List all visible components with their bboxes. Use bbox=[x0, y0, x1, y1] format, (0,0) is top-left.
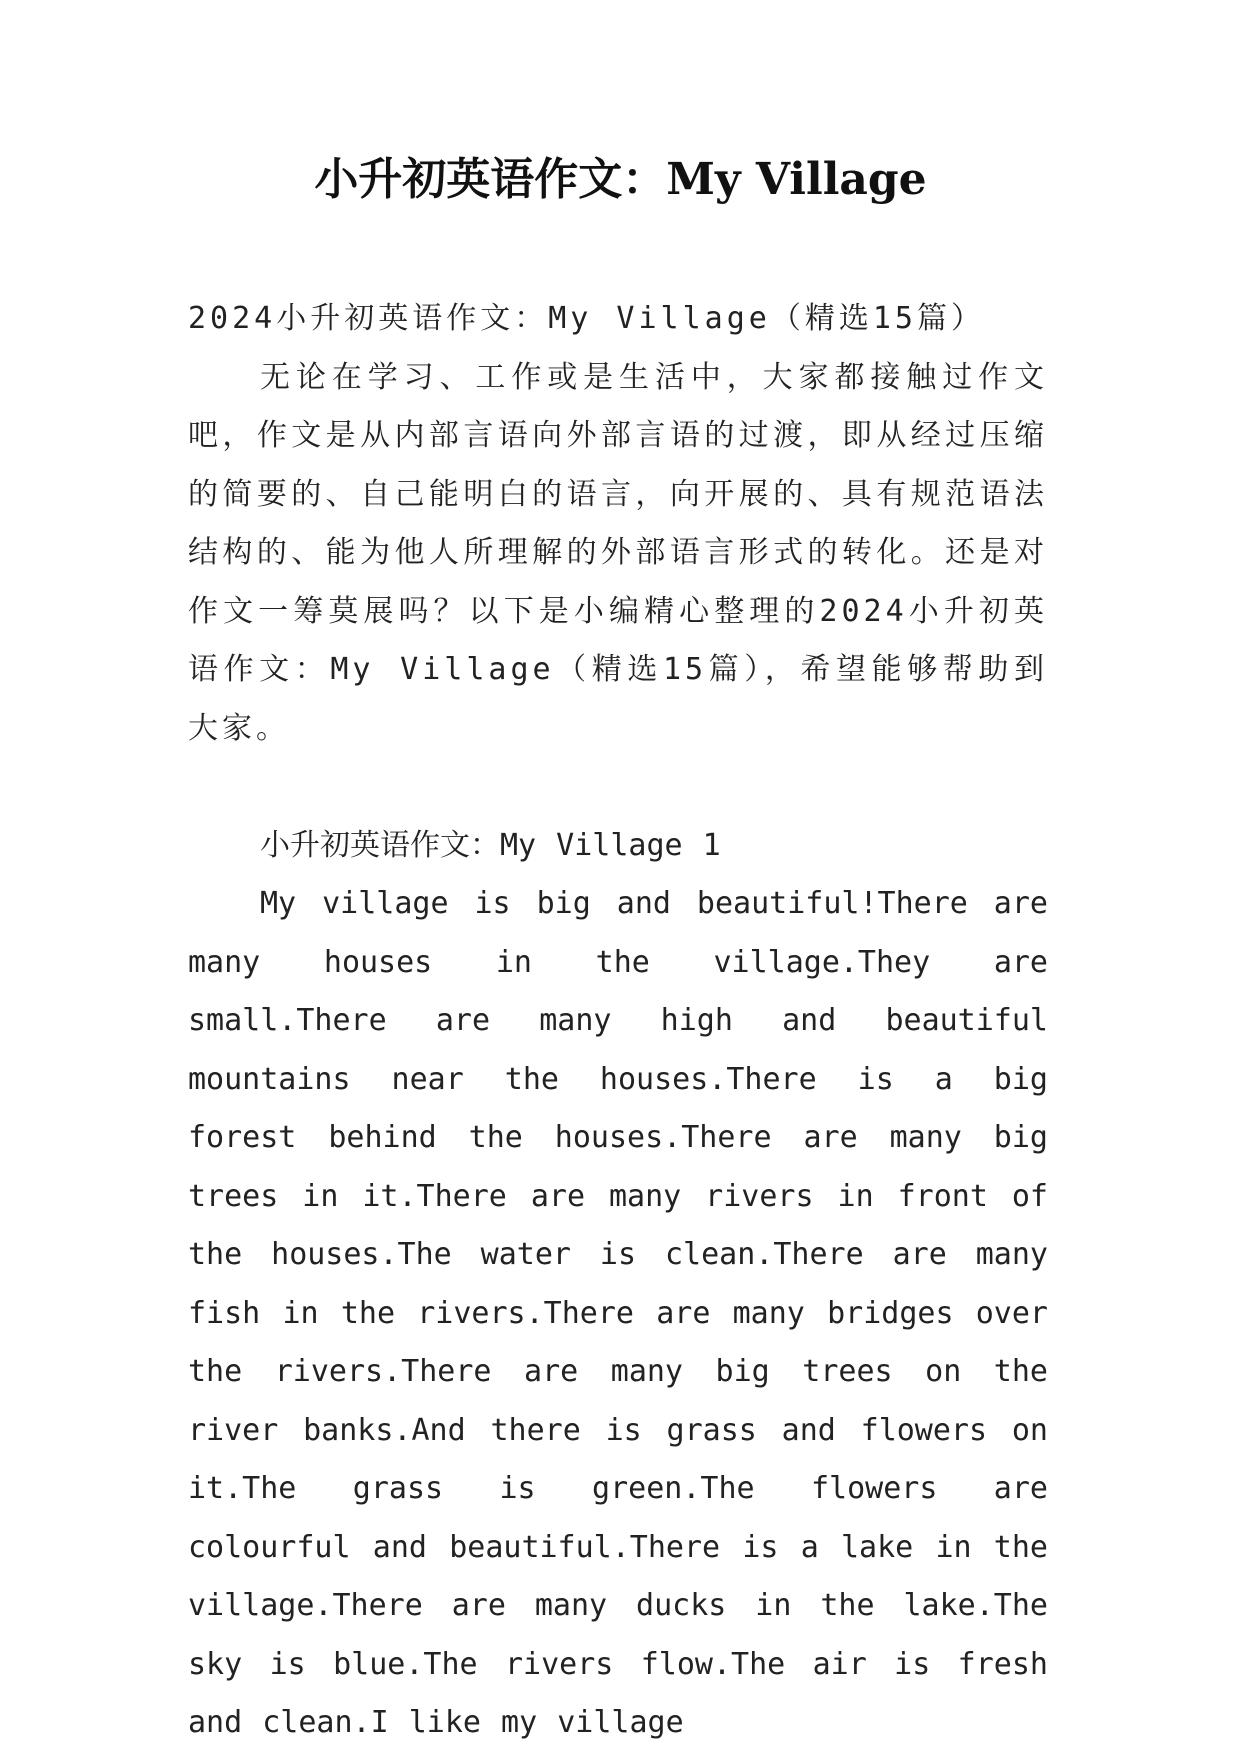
section-heading: 小升初英语作文：My Village 1 bbox=[260, 827, 721, 863]
spacer bbox=[188, 758, 1048, 817]
document-title: 小升初英语作文：My Village bbox=[314, 154, 927, 205]
document-subtitle: 2024小升初英语作文：My Village（精选15篇） bbox=[188, 301, 985, 336]
document-body bbox=[188, 290, 1048, 1753]
essay-paragraph: My village is big and beautiful!There are many houses in the village.They are small.There are many high and beautiful mountains near the houses.There is a big forest behind the houses.There are many big trees in it.There are many rivers in front of the houses.The water is clean.There are many fish in the rivers.There are many bridges over the rivers.There are many big trees on the river banks.And there is grass and flowers on it.The grass is green.The flowers are colourful and beautiful.There is a lake in the village.There are many ducks in the lake.The sky is blue.The rivers flow.The air is fresh and clean.I like my village bbox=[188, 886, 1048, 1740]
intro-paragraph: 无论在学习、工作或是生活中，大家都接触过作文吧，作文是从内部言语向外部言语的过渡，即从经过压缩的简要的、自己能明白的语言，向开展的、具有规范语法结构的、能为他人所理解的外部语言形式的转化。还是对作文一筹莫展吗？以下是小编精心整理的2024小升初英语作文：My Village（精选15篇），希望能够帮助到大家。 bbox=[188, 359, 1048, 746]
